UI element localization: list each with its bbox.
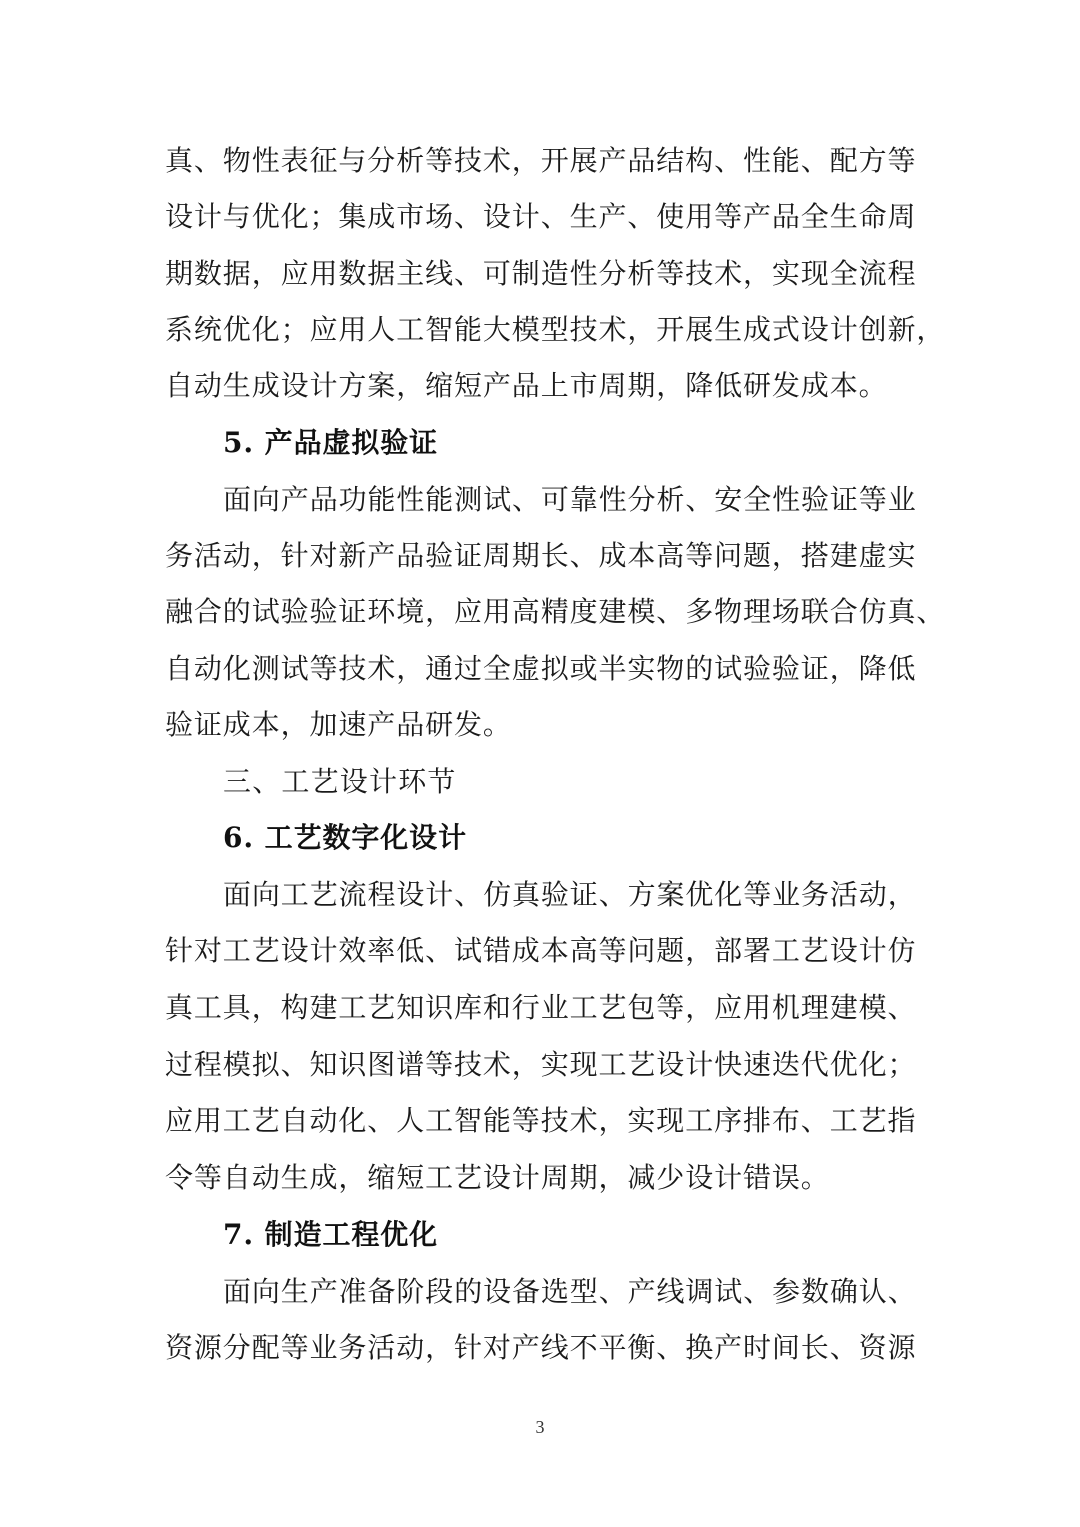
body-text-line: 验证成本，加速产品研发。 — [165, 708, 512, 741]
item-6-heading: 6. 工艺数字化设计 — [223, 821, 467, 854]
body-text-line: 真、物性表征与分析等技术，开展产品结构、性能、配方等 — [165, 144, 917, 177]
body-text-line: 真工具，构建工艺知识库和行业工艺包等，应用机理建模、 — [165, 991, 917, 1024]
item-7-heading: 7. 制造工程优化 — [223, 1218, 439, 1251]
body-text-line: 资源分配等业务活动，针对产线不平衡、换产时间长、资源 — [165, 1331, 917, 1364]
body-text-line: 过程模拟、知识图谱等技术，实现工艺设计快速迭代优化； — [165, 1048, 917, 1081]
body-text-line: 面向工艺流程设计、仿真验证、方案优化等业务活动， — [223, 878, 917, 911]
body-text-line: 面向产品功能性能测试、可靠性分析、安全性验证等业 — [223, 483, 917, 516]
body-text-line: 融合的试验验证环境，应用高精度建模、多物理场联合仿真、 — [165, 595, 946, 628]
body-text-line: 面向生产准备阶段的设备选型、产线调试、参数确认、 — [223, 1275, 917, 1308]
body-text-line: 自动化测试等技术，通过全虚拟或半实物的试验验证，降低 — [165, 652, 917, 685]
page-number: 3 — [535, 1417, 545, 1437]
body-text-line: 针对工艺设计效率低、试错成本高等问题，部署工艺设计仿 — [165, 934, 917, 967]
item-5-heading: 5. 产品虚拟验证 — [223, 426, 439, 459]
body-text-line: 自动生成设计方案，缩短产品上市周期，降低研发成本。 — [165, 369, 888, 402]
body-text-line: 设计与优化；集成市场、设计、生产、使用等产品全生命周 — [165, 200, 917, 233]
body-text-line: 令等自动生成，缩短工艺设计周期，减少设计错误。 — [165, 1161, 830, 1194]
body-text-line: 系统优化；应用人工智能大模型技术，开展生成式设计创新， — [165, 313, 946, 346]
body-text-line: 期数据，应用数据主线、可制造性分析等技术，实现全流程 — [165, 257, 917, 290]
body-text-line: 应用工艺自动化、人工智能等技术，实现工序排布、工艺指 — [165, 1104, 917, 1137]
body-text-line: 务活动，针对新产品验证周期长、成本高等问题，搭建虚实 — [165, 539, 917, 572]
section-3-heading: 三、工艺设计环节 — [223, 765, 457, 798]
